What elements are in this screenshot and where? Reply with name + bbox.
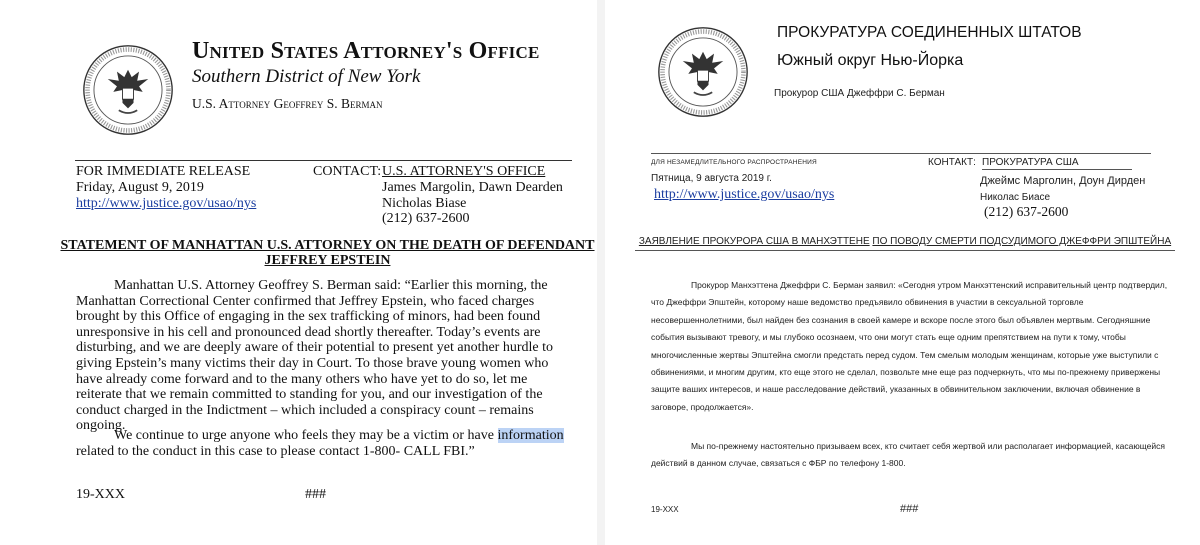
- statement-paragraph-2: [76, 428, 576, 459]
- office-name: United States Attorney's Office: [192, 38, 540, 64]
- statement-paragraph-1: Прокурор Манхэттена Джеффри С. Берман заявил: «Сегодня утром Манхэттенский исправительный центр подтвердил, что Джеффри Эпштейн, которому наше ведомство предъявило обвинения в участии в сексуальной торговле несовершеннолетними, был найден без сознания в своей камере и вскоре после этого был объявлен мертвым. Сегодняшние события вызывают тревогу, и мы глубоко осознаем, что они могут стать еще одним препятствием на пути к тому, чтобы многочисленные жертвы Эпштейна смогли предстать перед судом. Тем смелым молодым женщинам, которые уже выступили с обвинениями, и многим другим, кто еще этого не сделал, позвольте мне еще раз подчеркнуть, что мы по-прежнему привержены защите ваших интересов, и наше расследование действий, указанных в обвинительном заключении, включая обвинение в заговоре, продолжается».: [651, 280, 1168, 412]
- contact-names: James Margolin, Dawn Dearden: [382, 180, 563, 195]
- document-divider: [597, 0, 605, 545]
- title-part-1: ЗАЯВЛЕНИЕ ПРОКУРОРА США В МАНХЭТТЕНЕ: [638, 236, 870, 247]
- statement-paragraph-1: Manhattan U.S. Attorney Geoffrey S. Berman said: “Earlier this morning, the Manhattan Correctional Center confirmed that Jeffrey Epstein, who faced charges brought by this Office of engaging in the sex trafficking of minors, had been found unresponsive in his cell and pronounced dead shortly thereafter. Today’s events are disturbing, and we are deeply aware of their potential to present yet another hurdle to giving Epstein’s many victims their day in Court. To those brave young women who have already come forward and to the many others who have yet to do so, let me reiterate that we remain committed to standing for you, and our investigation of the conduct charged in the Indictment – which included a conspiracy count – remains ongoing.: [76, 278, 553, 434]
- header-divider: [651, 153, 1151, 154]
- contact-phone: (212) 637-2600: [984, 204, 1069, 219]
- statement-title: [615, 236, 1195, 247]
- release-date: Friday, August 9, 2019: [76, 180, 204, 195]
- release-number: 19-XXX: [76, 487, 125, 502]
- paragraph-2-text-end: related to the conduct in this case to please contact 1-800- CALL FBI.”: [76, 443, 475, 459]
- contact-name-2: Nicholas Biase: [382, 196, 467, 211]
- contact-label: CONTACT:: [313, 164, 382, 179]
- end-mark: ###: [900, 503, 919, 515]
- title-underline: [635, 250, 1175, 251]
- office-name: ПРОКУРАТУРА СОЕДИНЕННЫХ ШТАТОВ: [777, 24, 1082, 41]
- release-label: ДЛЯ НЕЗАМЕДЛИТЕЛЬНОГО РАСПРОСТРАНЕНИЯ: [651, 159, 817, 166]
- attorney-name: U.S. Attorney Geoffrey S. Berman: [192, 96, 383, 111]
- contact-names: Джеймс Марголин, Доун Дирден: [980, 175, 1146, 187]
- release-label: FOR IMMEDIATE RELEASE: [76, 164, 251, 179]
- highlighted-word[interactable]: information: [497, 428, 564, 443]
- contact-underline: [982, 169, 1132, 170]
- contact-office: ПРОКУРАТУРА США: [982, 157, 1079, 168]
- website-link[interactable]: http://www.justice.gov/usao/nys: [654, 187, 835, 202]
- doj-seal-icon: [82, 44, 174, 136]
- paragraph-2-text: We continue to urge anyone who feels they may be a victim or have: [114, 428, 498, 443]
- end-mark: ###: [305, 487, 326, 502]
- contact-office: U.S. ATTORNEY'S OFFICE: [382, 164, 546, 179]
- header-divider: [75, 160, 572, 161]
- english-press-release: [0, 0, 597, 545]
- contact-name-2: Николас Биасе: [980, 192, 1051, 203]
- contact-label: КОНТАКТ:: [928, 157, 976, 168]
- title-part-2: ПО ПОВОДУ СМЕРТИ ПОДСУДИМОГО ДЖЕФФРИ ЭПШТЕЙНА: [872, 236, 1172, 247]
- attorney-name: Прокурор США Джеффри С. Берман: [774, 88, 945, 99]
- statement-title: STATEMENT OF MANHATTAN U.S. ATTORNEY ON THE DEATH OF DEFENDANT JEFFREY EPSTEIN: [60, 238, 595, 268]
- doj-seal-icon: [657, 26, 749, 118]
- district-name: Southern District of New York: [192, 66, 421, 87]
- statement-paragraph-2: Мы по-прежнему настоятельно призываем всех, кто считает себя жертвой или располагает информацией, касающейся действий в данном случае, связаться с ФБР по телефону 1-800.: [651, 441, 1165, 469]
- release-number: 19-XXX: [651, 505, 679, 514]
- website-link[interactable]: http://www.justice.gov/usao/nys: [76, 196, 257, 211]
- contact-phone: (212) 637-2600: [382, 211, 470, 226]
- release-date: Пятница, 9 августа 2019 г.: [651, 173, 772, 184]
- russian-press-release: [605, 0, 1200, 545]
- district-name: Южный округ Нью-Йорка: [777, 52, 964, 69]
